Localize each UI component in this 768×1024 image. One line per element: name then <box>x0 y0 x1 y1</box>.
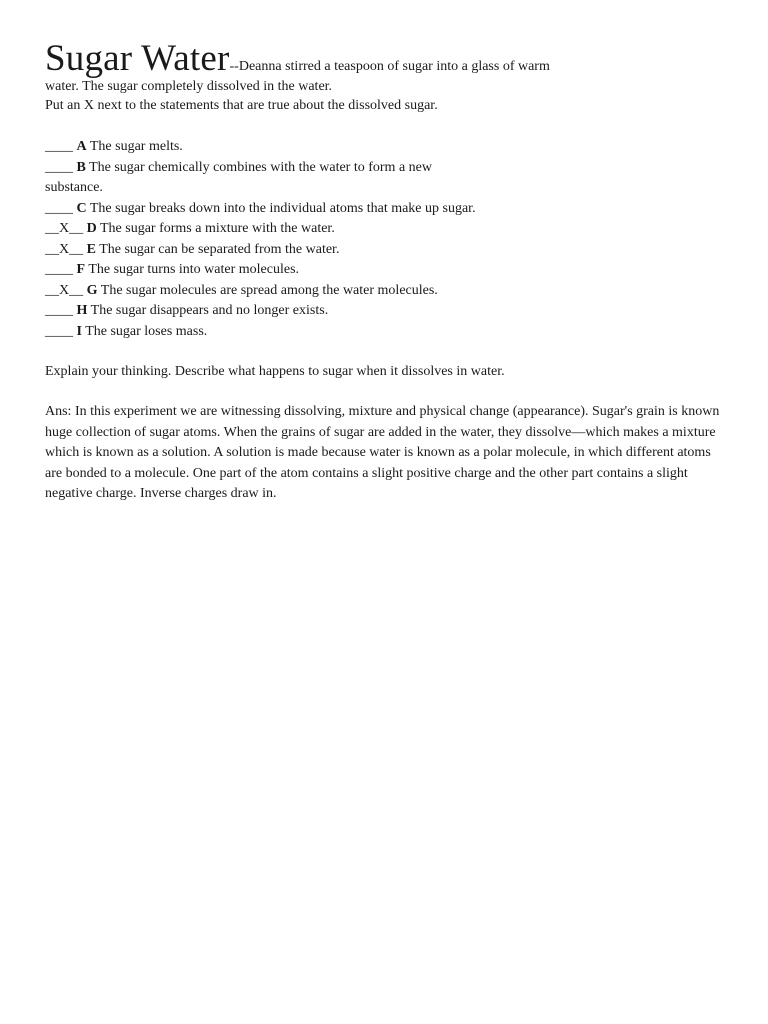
worksheet-title: Sugar Water <box>45 38 230 79</box>
answer-blank-f[interactable]: ____ <box>45 262 73 277</box>
statement-letter-d: D <box>86 221 97 236</box>
statement-letter-h: H <box>76 303 88 318</box>
statement-letter-b: B <box>76 159 86 175</box>
statement-item-a <box>45 137 515 158</box>
statement-item-i <box>45 322 515 343</box>
answer-blank-g[interactable]: __X__ <box>45 282 84 298</box>
statement-item-e <box>45 240 515 261</box>
statement-text-g: The sugar molecules are spread among the water molecules. <box>100 282 438 298</box>
statement-letter-e: E <box>86 241 96 257</box>
statement-text-b: The sugar chemically combines with the water to form a new substance. <box>45 159 432 195</box>
statement-text-a: The sugar melts. <box>89 139 183 154</box>
worksheet-page <box>45 40 735 505</box>
statement-text-h: The sugar disappears and no longer exists. <box>90 303 329 318</box>
statement-letter-a: A <box>76 139 87 154</box>
statement-item-d <box>45 219 515 240</box>
answer-blank-h[interactable]: ____ <box>45 303 73 318</box>
statement-item-b <box>45 158 475 199</box>
answer-blank-b[interactable]: ____ <box>45 159 73 175</box>
statement-letter-i: I <box>76 323 82 339</box>
statement-item-f <box>45 260 515 281</box>
answer-blank-d[interactable]: __X__ <box>45 221 84 236</box>
statement-letter-g: G <box>86 282 98 298</box>
statement-letter-c: C <box>76 200 87 216</box>
statement-text-d: The sugar forms a mixture with the water. <box>100 221 335 236</box>
statement-item-g <box>45 281 515 302</box>
statement-item-c <box>45 199 515 220</box>
explanation-prompt: Explain your thinking. Describe what happens to sugar when it dissolves in water. <box>45 364 505 379</box>
statement-list <box>45 137 515 342</box>
answer-paragraph: Ans: In this experiment we are witnessing dissolving, mixture and physical change (appearance). Sugar's grain is known huge collection of sugar atoms. When the grains of sugar are added in the water, they dissolve—which makes a mixture which is known as a solution. A solution is made because water is known as a polar molecule, in which different atoms are bonded to a molecule. One part of the atom contains a slight positive charge and the other part contains a slight negative charge. Inverse charges draw in. <box>45 404 720 501</box>
worksheet-header <box>45 40 555 96</box>
statement-item-h <box>45 301 515 322</box>
answer-blank-c[interactable]: ____ <box>45 200 73 216</box>
instruction-text: Put an X next to the statements that are true about the dissolved sugar. <box>45 98 438 113</box>
answer-blank-i[interactable]: ____ <box>45 323 73 339</box>
statement-text-i: The sugar loses mass. <box>85 323 208 339</box>
scenario-intro: --Deanna stirred a teaspoon of sugar into a glass of warm water. The sugar completely dissolved in the water. <box>45 59 550 94</box>
statement-text-f: The sugar turns into water molecules. <box>88 262 300 277</box>
answer-blank-a[interactable]: ____ <box>45 139 73 154</box>
statement-text-c: The sugar breaks down into the individual atoms that make up sugar. <box>89 200 476 216</box>
answer-blank-e[interactable]: __X__ <box>45 241 84 257</box>
statement-text-e: The sugar can be separated from the water. <box>99 241 340 257</box>
statement-letter-f: F <box>76 262 86 277</box>
